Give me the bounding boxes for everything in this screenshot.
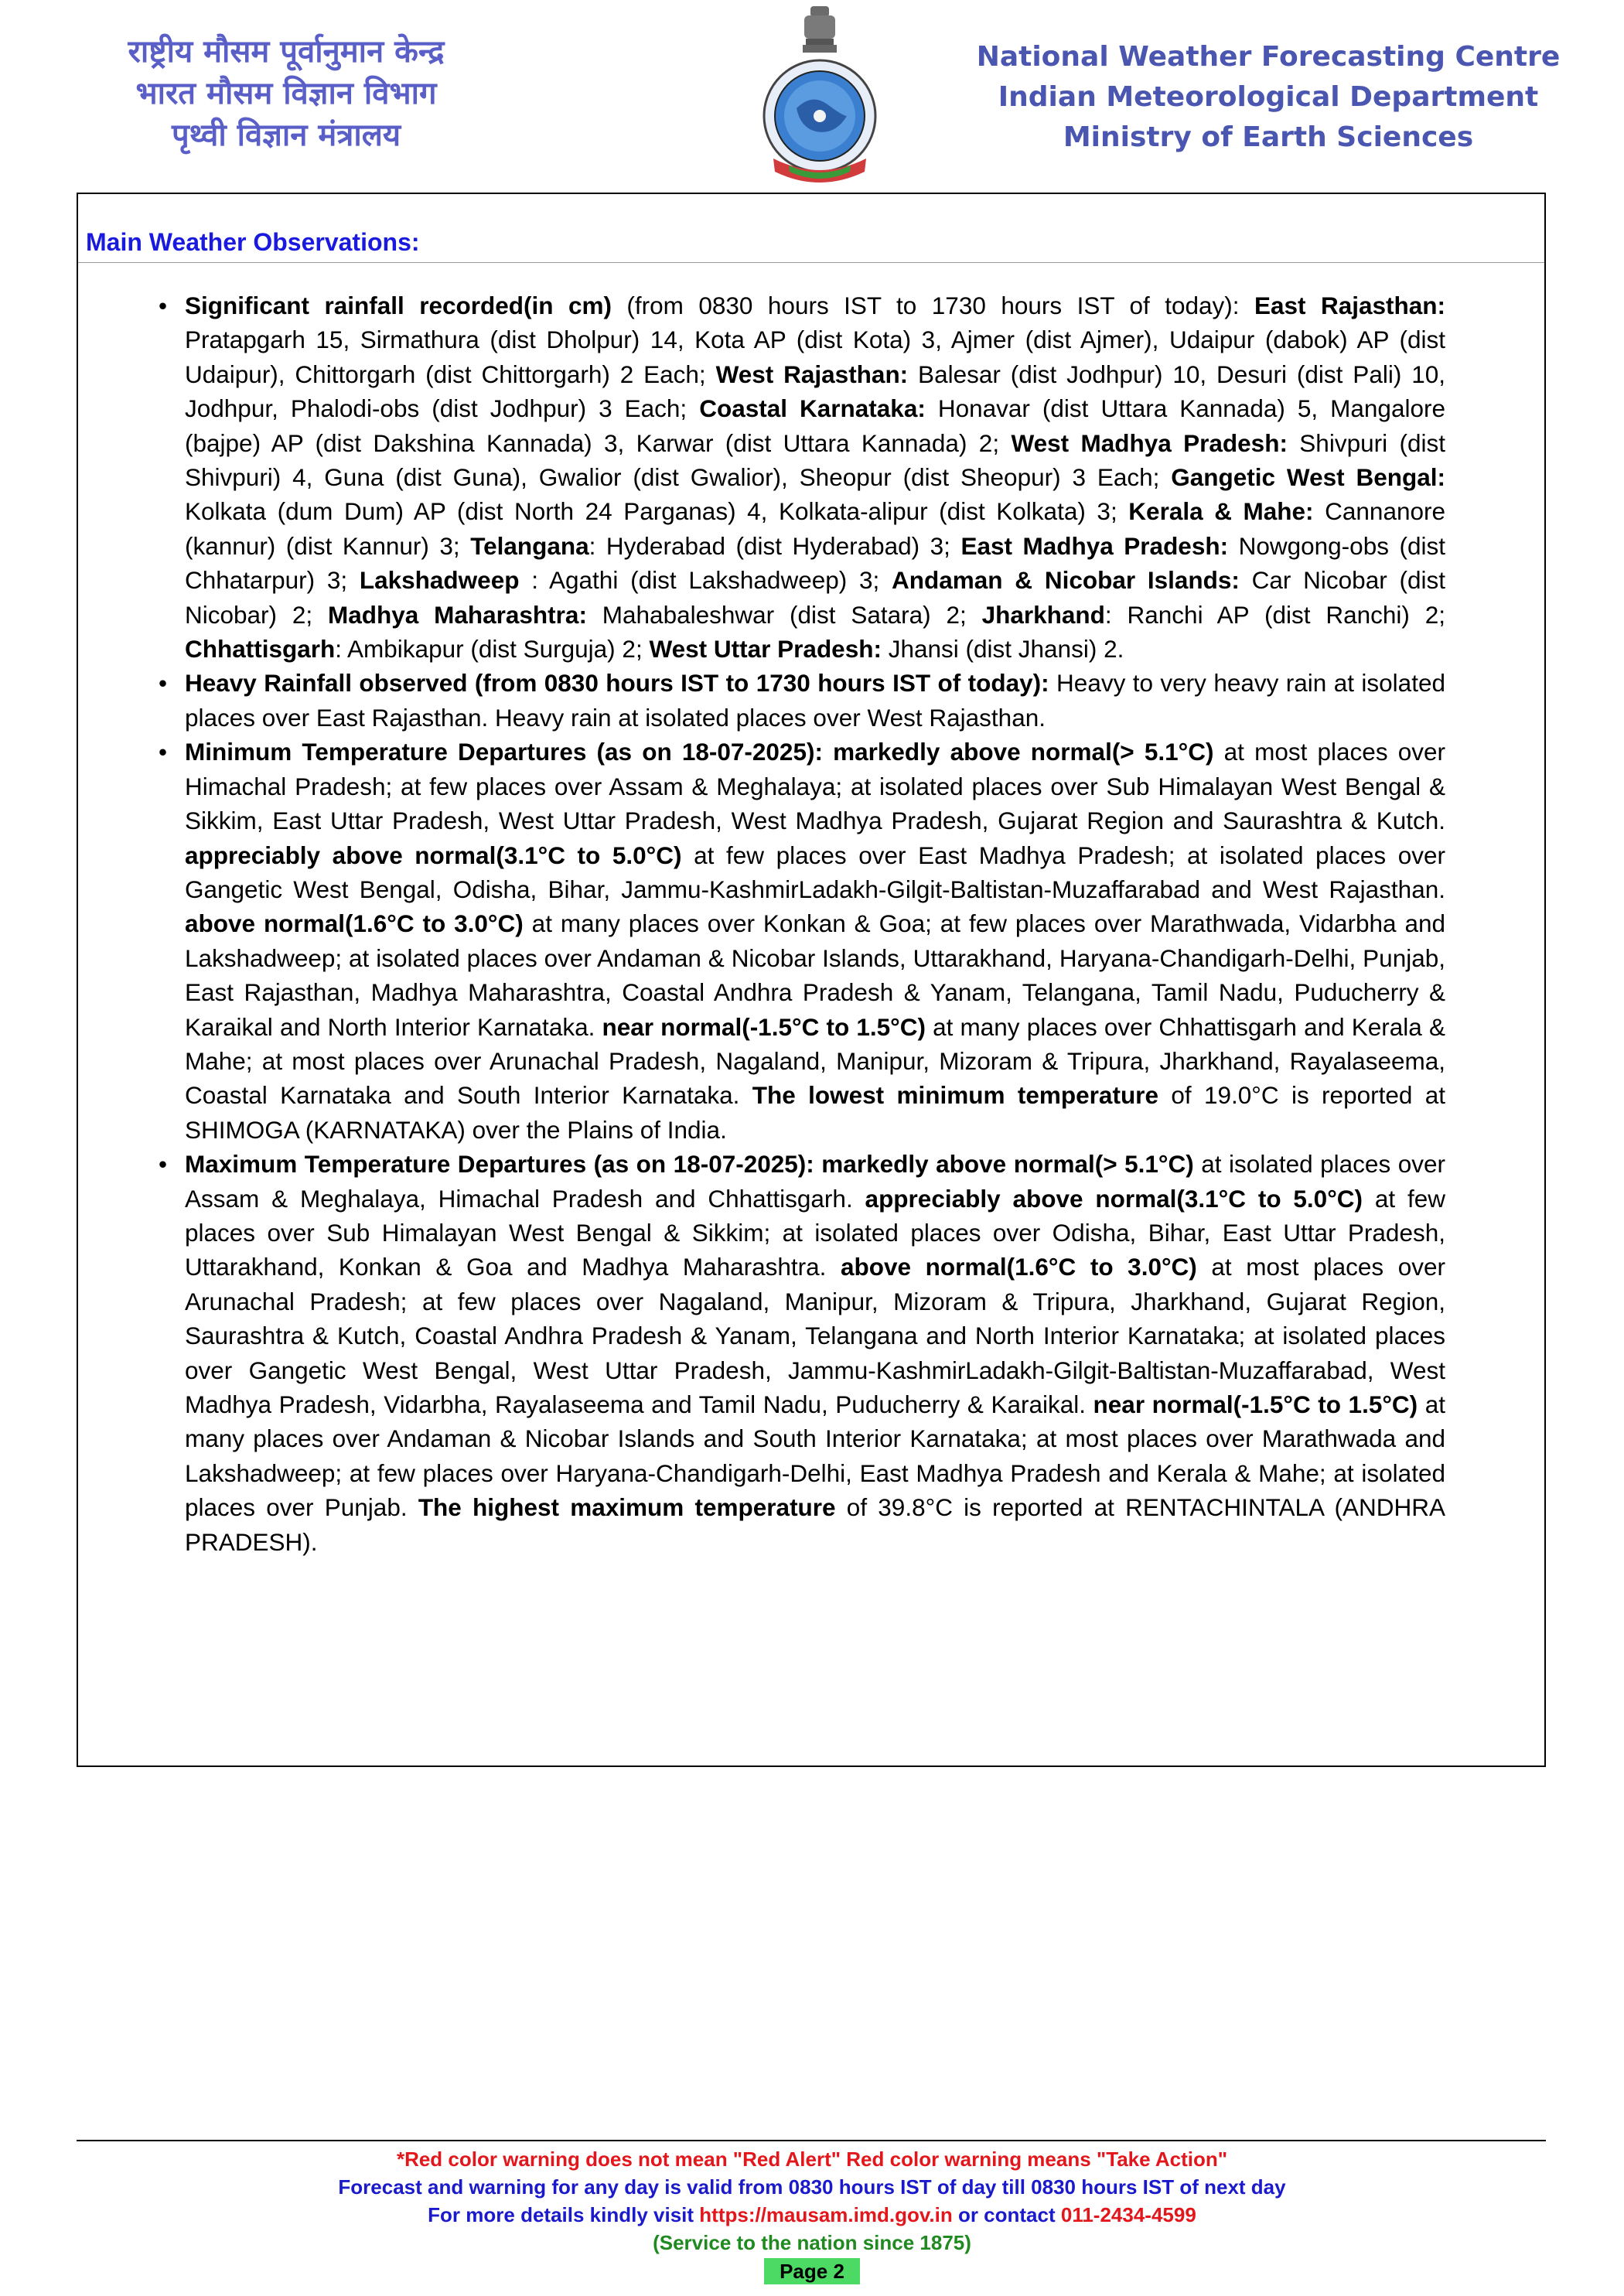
text-run: : Ambikapur (dist Surguja) 2; bbox=[335, 635, 650, 664]
bold-text-run: near normal(-1.5°C to 1.5°C) bbox=[1093, 1390, 1418, 1418]
section-title: Main Weather Observations: bbox=[86, 228, 420, 256]
text-run: at isolated places over Assam & Meghalaya, Himachal Pradesh and Chhattisgarh. bbox=[185, 1150, 1445, 1213]
bold-text-run: above normal(1.6°C to 3.0°C) bbox=[841, 1253, 1197, 1281]
bold-text-run: Madhya Maharashtra: bbox=[328, 600, 587, 629]
bold-text-run: Telangana bbox=[470, 531, 589, 560]
text-run: Cannanore (kannur) (dist Kannur) 3; bbox=[185, 497, 1446, 560]
text-run: at few places over East Madhya Pradesh; at isolated places over Gangetic West Bengal, Odisha, Bihar, Jammu-KashmirLadakh-Gilgit-Baltistan-Muzaffarabad and West Rajasthan. bbox=[185, 841, 1445, 903]
bold-text-run: East Madhya Pradesh: bbox=[960, 531, 1229, 560]
bold-text-run: appreciably above normal(3.1°C to 5.0°C) bbox=[865, 1184, 1363, 1213]
text-run: (from 0830 hours IST to 1730 hours IST of today): bbox=[611, 292, 1254, 319]
text-run: Balesar (dist Jodhpur) 10, Desuri (dist Pali) 10, Jodhpur, Phalodi-obs (dist Jodhpur) 3 Each; bbox=[185, 360, 1445, 423]
hindi-line-3: पृथ्वी विज्ञान मंत्रालय bbox=[171, 118, 401, 153]
observation-min-temperature bbox=[159, 735, 1446, 1147]
bullet-icon: • bbox=[159, 738, 168, 766]
bold-text-run: Heavy Rainfall observed (from 0830 hours IST to 1730 hours IST of today): bbox=[185, 669, 1049, 698]
text-run: of 19.0°C is reported at SHIMOGA (KARNATAKA) over the Plains of India. bbox=[185, 1081, 1446, 1144]
text-run: : Ranchi AP (dist Ranchi) 2; bbox=[1104, 600, 1445, 629]
page-number-badge: Page 2 bbox=[764, 2258, 860, 2284]
text-run: at many places over Konkan & Goa; at few places over Marathwada, Vidarbha and Lakshadweep; at isolated places over Andaman & Nicobar Islands, Uttarakhand, Haryana-Chandigarh-Delhi, Punjab, East Rajasthan, Madhya Maharashtra, Coastal Andhra Pradesh & Yanam, Telangana, Tamil Nadu, Puducherry & Karaikal and North Interior Karnataka. bbox=[185, 909, 1445, 1041]
footer bbox=[0, 2145, 1624, 2285]
english-line-3: Ministry of Earth Sciences bbox=[1063, 121, 1474, 153]
bold-text-run: Andaman & Nicobar Islands: bbox=[892, 566, 1240, 595]
text-run: Car Nicobar (dist Nicobar) 2; bbox=[185, 566, 1445, 629]
hindi-line-2: भारत मौसम विज्ञान विभाग bbox=[135, 76, 437, 111]
bold-text-run: Minimum Temperature Departures (as on 18-07-2025): markedly above normal(> 5.1°C) bbox=[185, 738, 1214, 766]
text-run: Jhansi (dist Jhansi) 2. bbox=[881, 635, 1124, 664]
bullet-icon: • bbox=[159, 1150, 168, 1179]
text-run: Heavy to very heavy rain at isolated places over East Rajasthan. Heavy rain at isolated places over West Rajasthan. bbox=[185, 669, 1445, 732]
text-run: Mahabaleshwar (dist Satara) 2; bbox=[586, 600, 982, 629]
bold-text-run: Jharkhand bbox=[981, 600, 1105, 629]
text-run: at most places over Arunachal Pradesh; at few places over Nagaland, Manipur, Mizoram & Tripura, Jharkhand, Gujarat Region, Saurashtra & Kutch, Coastal Andhra Pradesh & Yanam, Telangana and North Interior Karnataka; at isolated places over Gangetic West Bengal, West Uttar Pradesh, Jammu-KashmirLadakh-Gilgit-Baltistan-Muzaffarabad, West Madhya Pradesh, Vidarbha, Rayalaseema and Tamil Nadu, Puducherry & Karaikal. bbox=[185, 1253, 1445, 1418]
bold-text-run: Chhattisgarh bbox=[185, 635, 336, 664]
bold-text-run: The highest maximum temperature bbox=[418, 1493, 836, 1522]
header-english-block bbox=[974, 37, 1562, 158]
footer-validity-note: Forecast and warning for any day is valid from 0830 hours IST of day till 0830 hours IST of next day bbox=[338, 2175, 1286, 2199]
observations-panel bbox=[77, 193, 1546, 1767]
footer-divider bbox=[77, 2140, 1546, 2141]
bold-text-run: Lakshadweep bbox=[359, 566, 520, 595]
text-run: Kolkata (dum Dum) AP (dist North 24 Parganas) 4, Kolkata-alipur (dist Kolkata) 3; bbox=[185, 497, 1129, 526]
text-run: Nowgong-obs (dist Chhatarpur) 3; bbox=[185, 531, 1445, 595]
bold-text-run: appreciably above normal(3.1°C to 5.0°C) bbox=[185, 841, 682, 869]
imd-emblem-icon bbox=[742, 0, 897, 186]
text-run: at most places over Himachal Pradesh; at few places over Assam & Meghalaya; at isolated places over Sub Himalayan West Bengal & Sikkim, East Uttar Pradesh, West Uttar Pradesh, West Madhya Pradesh, Gujarat Region and Saurashtra & Kutch. bbox=[185, 738, 1445, 835]
text-run: Shivpuri (dist Shivpuri) 4, Guna (dist Guna), Gwalior (dist Gwalior), Sheopur (dist Sheopur) 3 Each; bbox=[185, 428, 1445, 492]
footer-details-prefix: For more details kindly visit bbox=[428, 2203, 700, 2226]
bold-text-run: Significant rainfall recorded(in cm) bbox=[185, 292, 612, 319]
hindi-line-1: राष्ट्रीय मौसम पूर्वानुमान केन्द्र bbox=[128, 34, 445, 70]
text-run: Honavar (dist Uttara Kannada) 5, Mangalore (bajpe) AP (dist Dakshina Kannada) 3, Karwar (dist Uttara Kannada) 2; bbox=[185, 394, 1445, 457]
observations-list bbox=[159, 288, 1446, 1559]
footer-phone: 011-2434-4599 bbox=[1060, 2203, 1196, 2226]
bold-text-run: Maximum Temperature Departures (as on 18-07-2025): markedly above normal(> 5.1°C) bbox=[185, 1150, 1194, 1179]
english-line-2: Indian Meteorological Department bbox=[998, 81, 1539, 113]
bold-text-run: near normal(-1.5°C to 1.5°C) bbox=[602, 1012, 926, 1041]
footer-details-mid: or contact bbox=[952, 2203, 1061, 2226]
bold-text-run: The lowest minimum temperature bbox=[752, 1081, 1158, 1110]
bold-text-run: West Rajasthan: bbox=[715, 360, 909, 388]
bold-text-run: above normal(1.6°C to 3.0°C) bbox=[185, 909, 524, 938]
observation-max-temperature bbox=[159, 1147, 1445, 1559]
observation-rainfall bbox=[159, 288, 1446, 666]
header-hindi-block bbox=[70, 31, 503, 156]
footer-website-link[interactable]: https://mausam.imd.gov.in bbox=[699, 2203, 953, 2226]
text-run: at many places over Chhattisgarh and Kerala & Mahe; at most places over Arunachal Pradesh, Nagaland, Manipur, Mizoram & Tripura, Jharkhand, Rayalaseema, Coastal Karnataka and South Interior Karnataka. bbox=[185, 1012, 1445, 1110]
bold-text-run: West Uttar Pradesh: bbox=[649, 635, 882, 664]
text-run: Pratapgarh 15, Sirmathura (dist Dholpur) 14, Kota AP (dist Kota) 3, Ajmer (dist Ajmer), Udaipur (dabok) AP (dist Udaipur), Chittorgarh (dist Chittorgarh) 2 Each; bbox=[185, 326, 1445, 388]
text-run: : Agathi (dist Lakshadweep) 3; bbox=[519, 566, 892, 595]
title-divider bbox=[78, 262, 1544, 263]
bullet-icon: • bbox=[159, 669, 168, 698]
footer-service-line: (Service to the nation since 1875) bbox=[653, 2231, 971, 2254]
bold-text-run: East Rajasthan: bbox=[1254, 292, 1446, 319]
bold-text-run: West Madhya Pradesh: bbox=[1011, 428, 1288, 457]
footer-warning-note: *Red color warning does not mean "Red Alert" Red color warning means "Take Action" bbox=[396, 2148, 1228, 2171]
text-run: at few places over Sub Himalayan West Bengal & Sikkim; at isolated places over Odisha, Bihar, East Uttar Pradesh, Uttarakhand, Konkan & Goa and Madhya Maharashtra. bbox=[185, 1184, 1445, 1281]
english-line-1: National Weather Forecasting Centre bbox=[976, 41, 1561, 73]
footer-contact-line bbox=[0, 2201, 1624, 2229]
bold-text-run: Coastal Karnataka: bbox=[699, 394, 926, 423]
bold-text-run: Gangetic West Bengal: bbox=[1171, 463, 1445, 492]
observation-heavy-rainfall bbox=[159, 666, 1445, 735]
text-run: at many places over Andaman & Nicobar Islands and South Interior Karnataka; at most places over Marathwada and Lakshadweep; at few places over Haryana-Chandigarh-Delhi, East Madhya Pradesh and Kerala & Mahe; at isolated places over Punjab. bbox=[185, 1390, 1445, 1522]
bold-text-run: Kerala & Mahe: bbox=[1128, 497, 1314, 526]
text-run: : Hyderabad (dist Hyderabad) 3; bbox=[589, 531, 961, 560]
bullet-icon: • bbox=[159, 292, 168, 319]
text-run: of 39.8°C is reported at RENTACHINTALA (ANDHRA PRADESH). bbox=[185, 1493, 1445, 1556]
